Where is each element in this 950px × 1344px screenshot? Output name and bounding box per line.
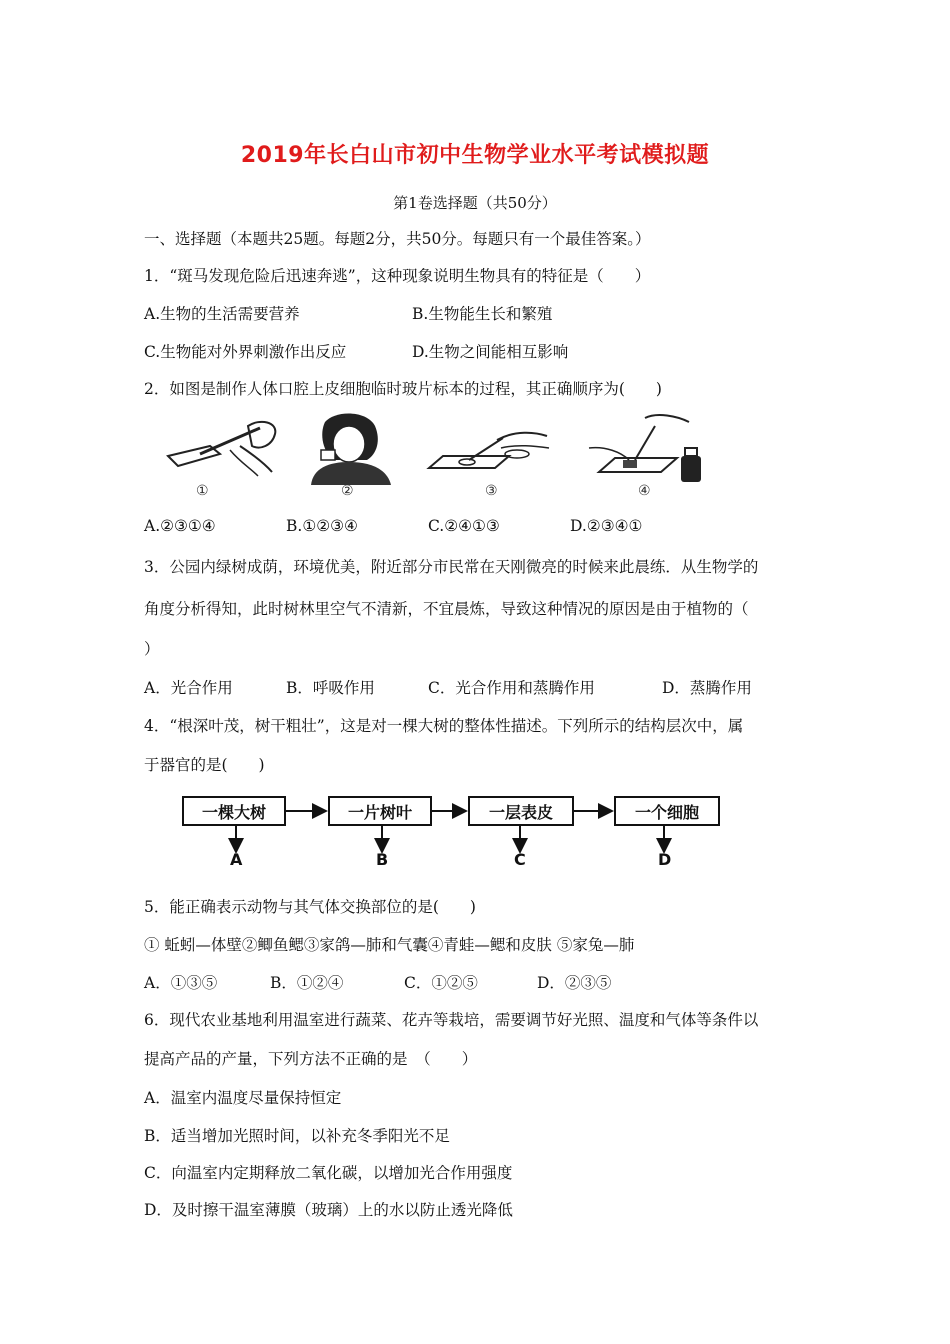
q3-stem-line3: ） <box>144 640 160 658</box>
hierarchy-letter-c: C <box>514 850 526 869</box>
figure-1-scraping-icon <box>160 416 285 481</box>
q2-option-b: B.①②③④ <box>286 517 358 535</box>
q6-option-d: D．及时擦干温室薄膜（玻璃）上的水以防止透光降低 <box>144 1201 513 1219</box>
q6-option-b: B．适当增加光照时间，以补充冬季阳光不足 <box>144 1127 450 1145</box>
q3-stem-line1: 3．公园内绿树成荫，环境优美，附近部分市民常在天刚微亮的时候来此晨练．从生物学的 <box>144 558 759 576</box>
hierarchy-box-tree: 一棵大树 <box>182 796 286 826</box>
q2-option-d: D.②③④① <box>570 517 643 535</box>
part-subtitle: 第1卷选择题（共50分） <box>393 194 557 212</box>
hierarchy-letter-d: D <box>658 850 672 869</box>
q6-option-c: C．向温室内定期释放二氧化碳，以增加光合作用强度 <box>144 1164 513 1182</box>
q3-stem-line2: 角度分析得知，此时树林里空气不清新，不宜晨炼，导致这种情况的原因是由于植物的（ <box>144 600 749 618</box>
q4-stem-line2: 于器官的是( ) <box>144 756 265 774</box>
figure-2-person-icon <box>305 410 395 485</box>
q3-option-c: C．光合作用和蒸腾作用 <box>428 679 595 697</box>
figure-1-label: ① <box>196 483 209 499</box>
q1-option-b: B.生物能生长和繁殖 <box>412 305 553 323</box>
figure-3-smear-icon <box>425 418 555 478</box>
q5-option-a: A．①③⑤ <box>144 974 218 992</box>
figure-4-stain-icon <box>585 412 710 487</box>
q6-stem-line1: 6．现代农业基地利用温室进行蔬菜、花卉等栽培，需要调节好光照、温度和气体等条件以 <box>144 1011 759 1029</box>
q5-option-c: C．①②⑤ <box>404 974 478 992</box>
q1-option-c: C.生物能对外界刺激作出反应 <box>144 343 347 361</box>
hierarchy-box-cell: 一个细胞 <box>614 796 720 826</box>
q5-items: ① 蚯蚓—体壁②鲫鱼鳃③家鸽—肺和气囊④青蛙—鳃和皮肤 ⑤家兔—肺 <box>144 936 635 954</box>
q1-option-a: A.生物的生活需要营养 <box>144 305 300 323</box>
hierarchy-box-leaf: 一片树叶 <box>328 796 432 826</box>
q3-option-b: B．呼吸作用 <box>286 679 375 697</box>
hierarchy-letter-b: B <box>376 850 389 869</box>
q1-stem: 1．“斑马发现危险后迅速奔逃”，这种现象说明生物具有的特征是（ ） <box>144 267 651 285</box>
q2-stem: 2．如图是制作人体口腔上皮细胞临时玻片标本的过程，其正确顺序为( ) <box>144 380 662 398</box>
figure-4-label: ④ <box>638 483 651 499</box>
figure-2-label: ② <box>341 483 354 499</box>
q4-stem-line1: 4．“根深叶茂，树干粗壮”，这是对一棵大树的整体性描述。下列所示的结构层次中，属 <box>144 717 744 735</box>
q3-option-d: D．蒸腾作用 <box>662 679 752 697</box>
figure-3-label: ③ <box>485 483 498 499</box>
q3-option-a: A．光合作用 <box>144 679 233 697</box>
page-title: 2019年长白山市初中生物学业水平考试模拟题 <box>240 143 710 168</box>
hierarchy-letter-a: A <box>230 850 243 869</box>
q1-option-d: D.生物之间能相互影响 <box>412 343 569 361</box>
section-heading: 一、选择题（本题共25题。每题2分，共50分。每题只有一个最佳答案。） <box>144 230 651 248</box>
q5-stem: 5．能正确表示动物与其气体交换部位的是( ) <box>144 898 476 916</box>
q5-option-b: B．①②④ <box>270 974 344 992</box>
q6-stem-line2: 提高产品的产量，下列方法不正确的是 （ ） <box>144 1050 478 1068</box>
hierarchy-box-epidermis: 一层表皮 <box>468 796 574 826</box>
q6-option-a: A．温室内温度尽量保持恒定 <box>144 1089 342 1107</box>
q5-option-d: D．②③⑤ <box>537 974 612 992</box>
q2-option-c: C.②④①③ <box>428 517 500 535</box>
q2-option-a: A.②③①④ <box>144 517 216 535</box>
